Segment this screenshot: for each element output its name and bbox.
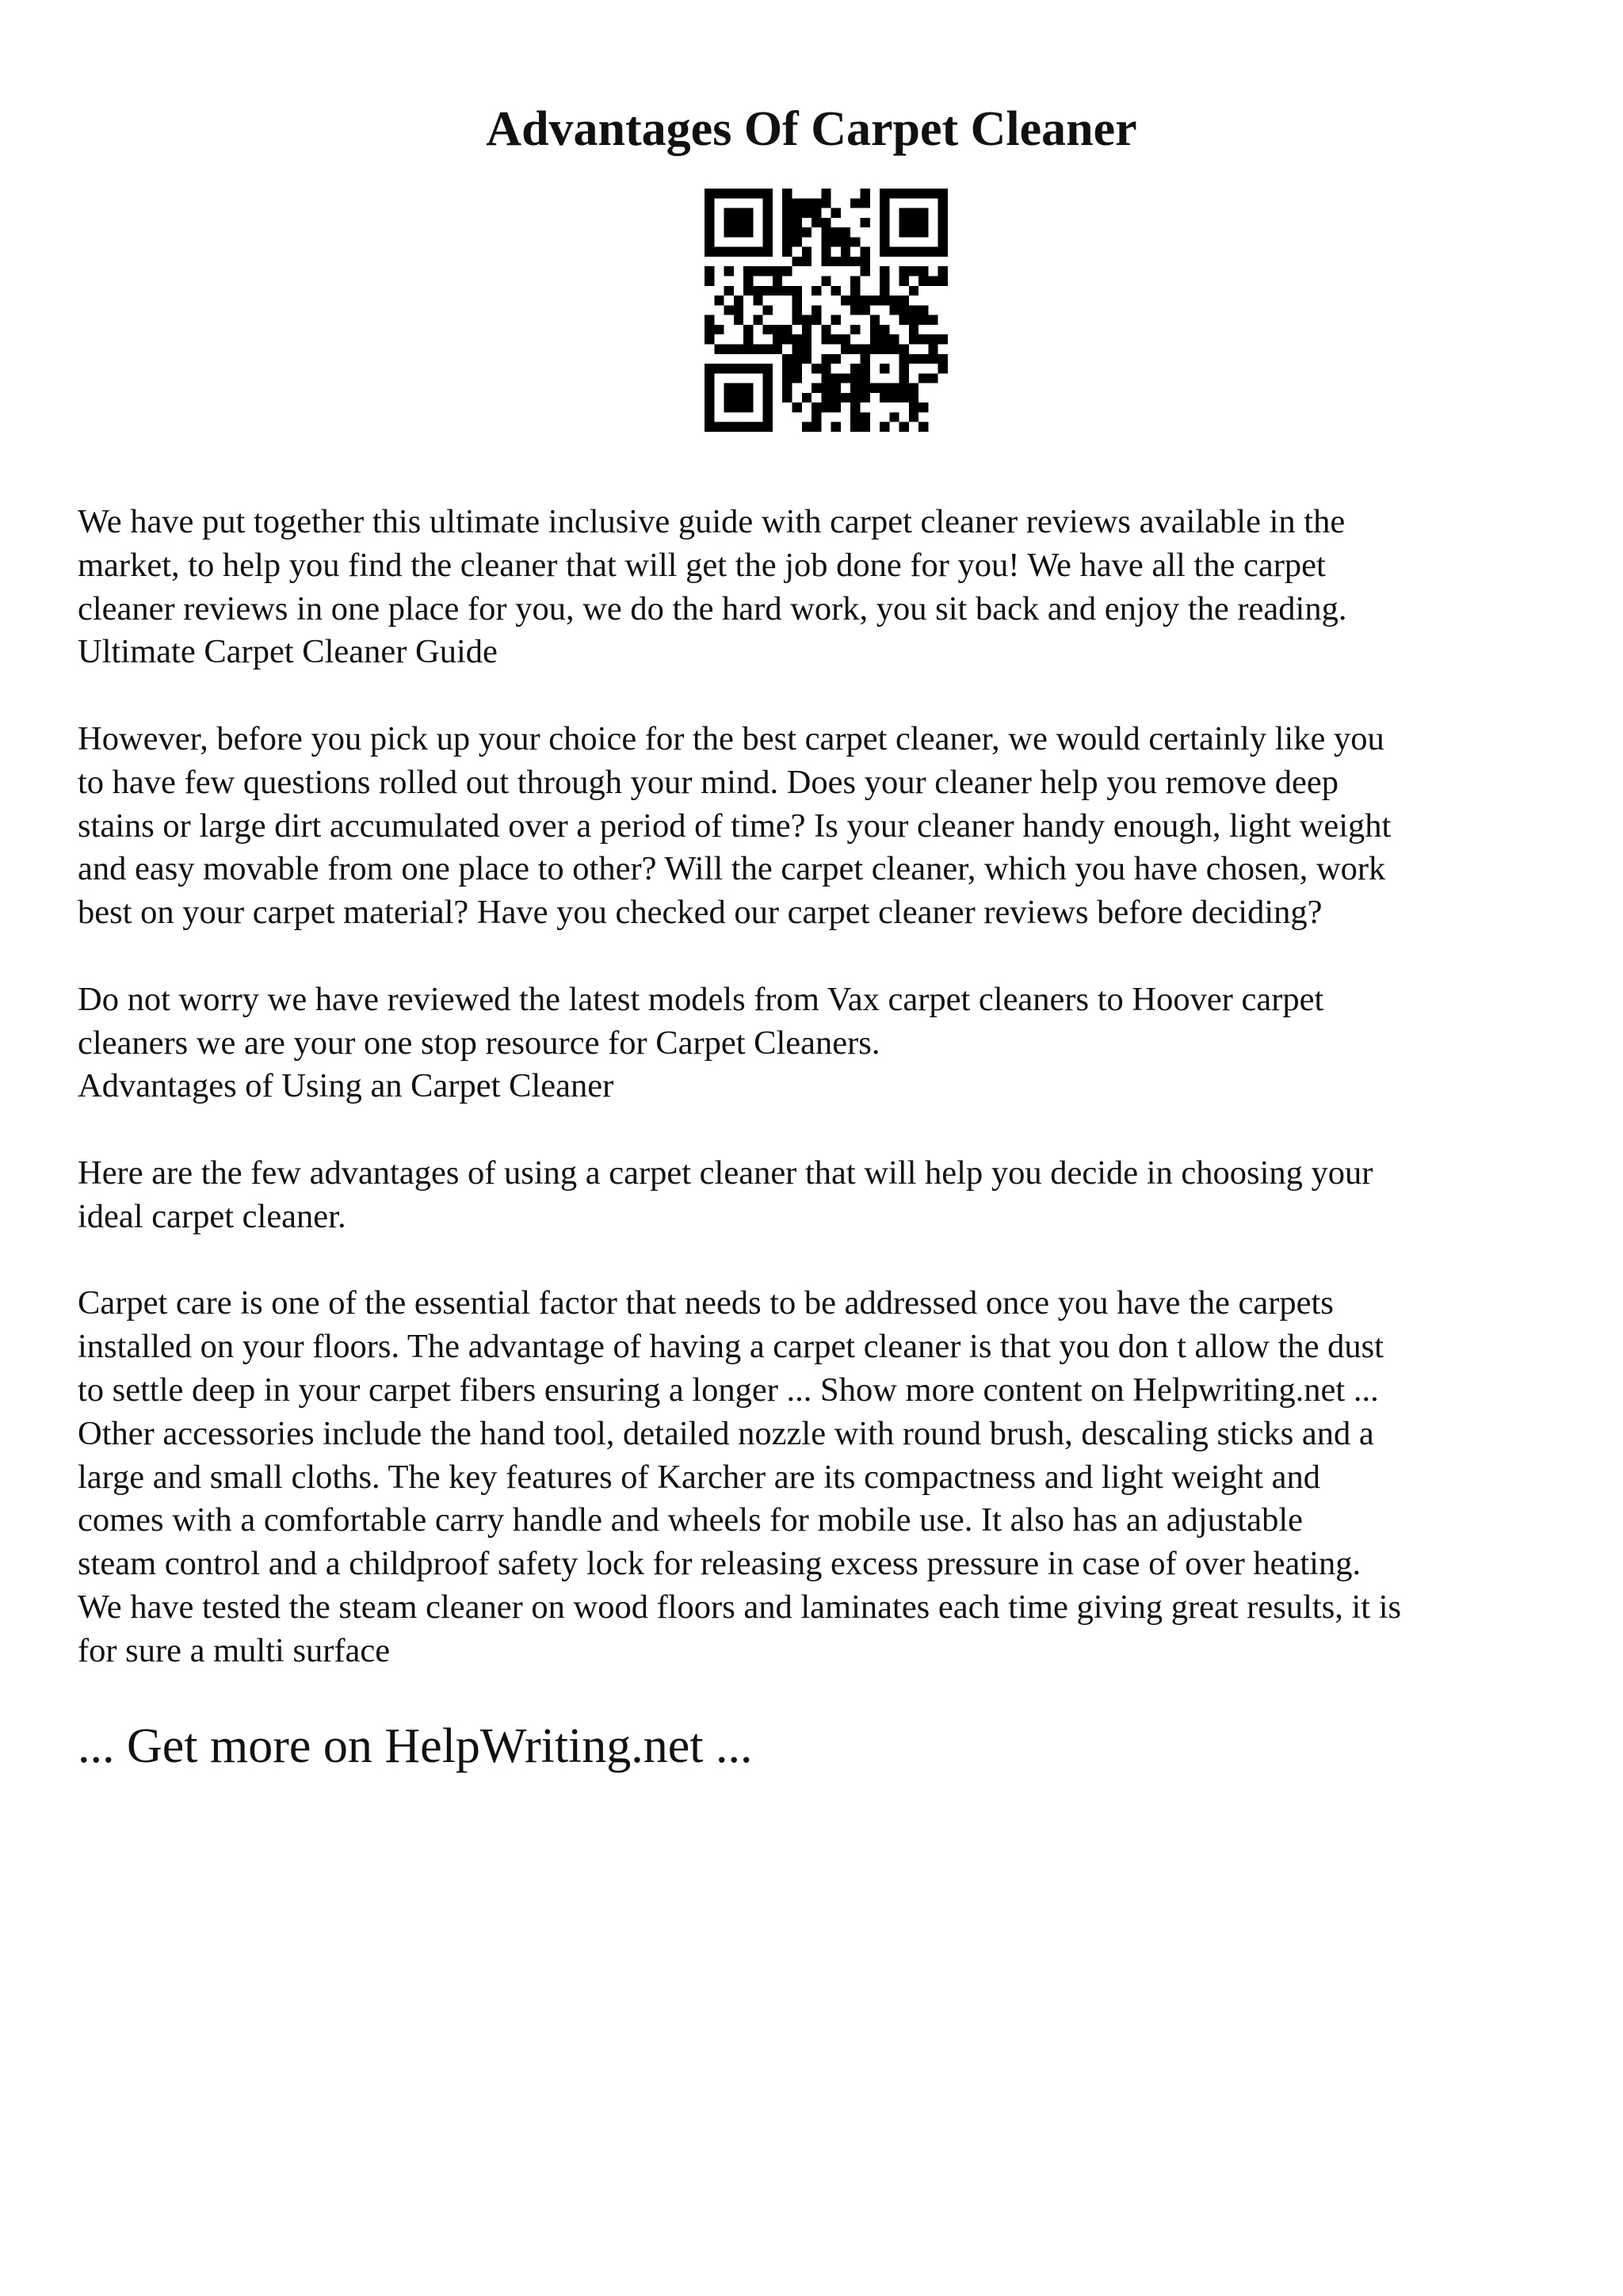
text-line: to settle deep in your carpet fibers ensuring a longer ... Show more content on Helpwriting.net ... — [78, 1371, 1379, 1409]
text-line: ideal carpet cleaner. — [78, 1197, 346, 1235]
text-line: steam control and a childproof safety lock for releasing excess pressure in case of over heating. — [78, 1545, 1361, 1583]
text-line: Carpet care is one of the essential factor that needs to be addressed once you have the carpets — [78, 1284, 1334, 1322]
get-more-link[interactable]: ... Get more on HelpWriting.net ... — [78, 1719, 753, 1773]
text-line: and easy movable from one place to other? Will the carpet cleaner, which you have chosen, work — [78, 850, 1386, 888]
paragraph — [78, 1282, 1568, 1672]
text-line: cleaner reviews in one place for you, we do the hard work, you sit back and enjoy the reading. — [78, 589, 1347, 627]
qr-code-icon — [705, 189, 948, 432]
text-line: large and small cloths. The key features of Karcher are its compactness and light weight and — [78, 1458, 1321, 1496]
paragraph — [78, 718, 1568, 935]
text-line: Here are the few advantages of using a carpet cleaner that will help you decide in choosing your — [78, 1154, 1373, 1192]
text-line: Ultimate Carpet Cleaner Guide — [78, 633, 498, 671]
text-line: best on your carpet material? Have you checked our carpet cleaner reviews before deciding? — [78, 894, 1323, 932]
text-line: comes with a comfortable carry handle and wheels for mobile use. It also has an adjustable — [78, 1501, 1303, 1539]
text-line: installed on your floors. The advantage of having a carpet cleaner is that you don t allow the dust — [78, 1328, 1384, 1366]
page-title: Advantages Of Carpet Cleaner — [486, 102, 1137, 156]
text-line: market, to help you find the cleaner that will get the job done for you! We have all the carpet — [78, 546, 1326, 584]
text-line: We have tested the steam cleaner on wood floors and laminates each time giving great results, it is — [78, 1588, 1402, 1626]
paragraph — [78, 978, 1568, 1108]
text-line: Advantages of Using an Carpet Cleaner — [78, 1067, 614, 1105]
paragraph — [78, 501, 1568, 674]
paragraph — [78, 1152, 1568, 1239]
text-line: to have few questions rolled out through your mind. Does your cleaner help you remove deep — [78, 763, 1338, 801]
text-line: cleaners we are your one stop resource for Carpet Cleaners. — [78, 1024, 880, 1062]
text-line: stains or large dirt accumulated over a period of time? Is your cleaner handy enough, light weight — [78, 807, 1392, 845]
text-line: However, before you pick up your choice for the best carpet cleaner, we would certainly like you — [78, 719, 1384, 757]
text-line: Other accessories include the hand tool, detailed nozzle with round brush, descaling sticks and a — [78, 1414, 1374, 1452]
article-body — [78, 501, 1568, 1716]
text-line: for sure a multi surface — [78, 1631, 391, 1669]
text-line: We have put together this ultimate inclusive guide with carpet cleaner reviews available in the — [78, 503, 1346, 540]
text-line: Do not worry we have reviewed the latest models from Vax carpet cleaners to Hoover carpet — [78, 980, 1324, 1018]
